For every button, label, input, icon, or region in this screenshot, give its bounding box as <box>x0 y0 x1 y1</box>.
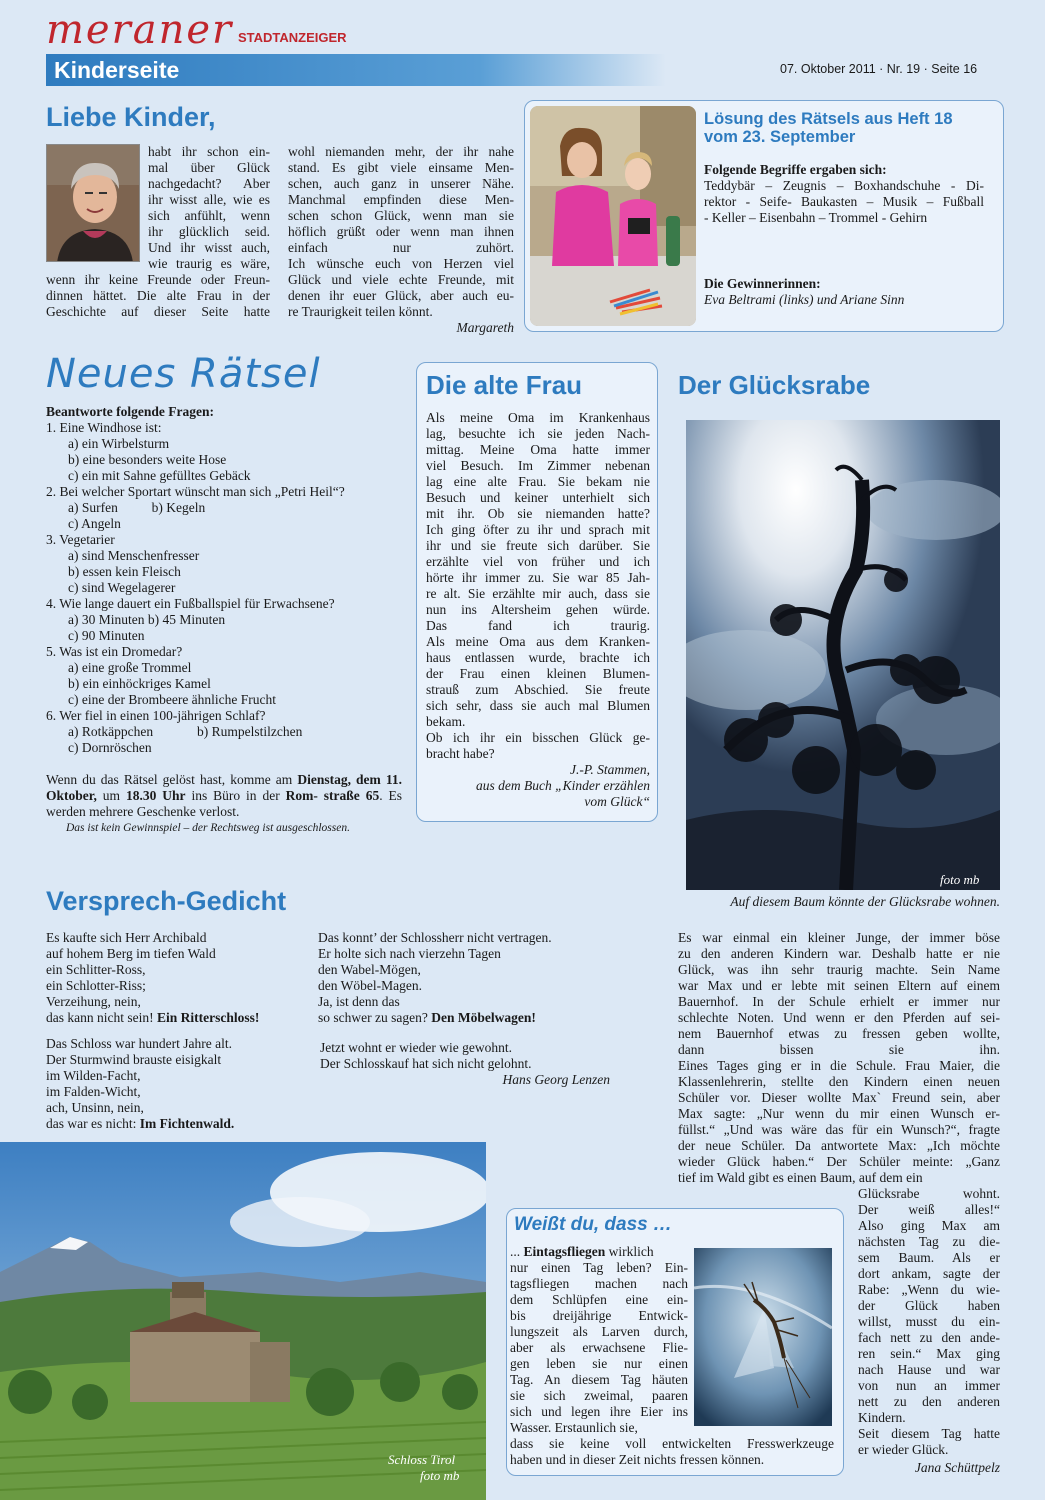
raven-line: Seit diesem Tag hatte <box>858 1426 1000 1441</box>
facts-text-full <box>510 1436 834 1468</box>
tree-photo <box>686 420 1000 890</box>
old-woman-source-2: vom Glück“ <box>584 794 650 809</box>
old-woman-text <box>426 410 650 762</box>
old-woman-line: haus entlassen wurde, brachte ich <box>426 650 650 665</box>
solution-line: Teddybär – Zeugnis – Boxhandschuhe - Di- <box>704 178 984 193</box>
poem-line: ach, Unsinn, nein, <box>46 1100 144 1115</box>
raven-line: Eines Tages ging er in die Schule. Frau Maier, die <box>678 1058 1000 1073</box>
old-woman-line: hörte ihr immer zu. Sie war 85 Jah- <box>426 570 650 585</box>
raven-line: willst, musst du ein- <box>858 1314 1000 1329</box>
facts-line: haben und in dieser Zeit nichts fressen können. <box>510 1452 765 1467</box>
solution-subhead: Folgende Begriffe ergaben sich: <box>704 162 887 177</box>
intro-col2 <box>288 144 514 320</box>
raven-text-narrow <box>858 1186 1000 1458</box>
old-woman-line: sich sehr, dass sie auch mal Blumen <box>426 698 650 713</box>
poem-line: Er holte sich nach vierzehn Tagen <box>318 946 501 961</box>
section-title: Kinderseite <box>54 57 180 83</box>
raven-line: schlechte Noten. Und wenn er den Pferden auf sei- <box>678 1010 1000 1025</box>
intro-line: schen, auch ganz in unserer Nähe. <box>288 176 514 191</box>
riddle-question: 6. Wer fiel in einen 100-jährigen Schlaf? <box>46 708 266 723</box>
intro-line: einfach nur zuhört. <box>288 240 514 255</box>
masthead-logo: meraner <box>46 7 234 53</box>
facts-line: dem Schlüpfen eine ein- <box>510 1292 688 1307</box>
old-woman-line: Das fand ich traurig. <box>426 618 650 633</box>
facts-line: aber als erwachsene Flie- <box>510 1340 688 1355</box>
poem-line: Das konnt’ der Schlossherr nicht vertragen. <box>318 930 552 945</box>
old-woman-line: Als meine Oma aus dem Kranken- <box>426 634 650 649</box>
intro-col1-top <box>148 144 270 272</box>
poem-stanza-3: Das konnt’ der Schlossherr nicht vertragen. Er holte sich nach vierzehn Tagen den Wabel-Mögen, den Wöbel-Magen. Ja, ist denn das so schwer zu sagen? Den Möbelwagen! <box>318 930 608 1026</box>
old-woman-title: Die alte Frau <box>426 370 583 400</box>
raven-line: war Max und er lebte mit seinen Eltern auf einem <box>678 978 1000 993</box>
author-portrait <box>46 144 140 262</box>
solution-title-1: Lösung des Rätsels aus Heft 18 <box>704 110 953 128</box>
facts-line: gen leben sie nur einen <box>510 1356 688 1371</box>
poem-line: Ja, ist denn das <box>318 994 400 1009</box>
raven-line: Kindern. <box>858 1410 906 1425</box>
riddle-answer: c) Dornröschen <box>68 740 152 755</box>
old-woman-line: Besuch und keiner unterhielt sich <box>426 490 650 505</box>
riddle-answer: a) ein Wirbelsturm <box>68 436 170 451</box>
castle-photo-credit: foto mb <box>420 1468 460 1483</box>
riddle-answer: c) sind Wegelagerer <box>68 580 176 595</box>
old-woman-line: Als meine Oma im Krankenhaus <box>426 410 650 425</box>
raven-author: Jana Schüttpelz <box>914 1460 1000 1475</box>
intro-line: ihr glücklich seid. <box>148 224 270 239</box>
old-woman-line: mittag. Meine Oma hatte immer <box>426 442 650 457</box>
raven-line: dort ankam, sagte der <box>858 1266 1000 1281</box>
raven-line: Der weiß alles!“ <box>858 1202 1000 1217</box>
raven-line: von nun an immer <box>858 1378 1000 1393</box>
intro-line: stand. Es gibt viele einsame Men- <box>288 160 514 175</box>
poem-line: den Wöbel-Magen. <box>318 978 422 993</box>
riddle-disclaimer: Das ist kein Gewinnspiel – der Rechtsweg ist ausgeschlossen. <box>66 822 350 834</box>
raven-line: Max sagte: „Nur wenn du mir einen Wunsch er- <box>678 1106 1000 1121</box>
intro-line: Und ihr wisst auch, <box>148 240 270 255</box>
poem-line: Der Schlosskauf hat sich nicht gelohnt. <box>320 1056 532 1071</box>
facts-line: lungszeit als Larven durch, <box>510 1324 688 1339</box>
facts-line: nur einen Tag leben? Ein- <box>510 1260 688 1275</box>
intro-line: nachgedacht? Aber <box>148 176 270 191</box>
old-woman-line: Ob ich ihr ein bisschen Glück ge- <box>426 730 650 745</box>
raven-line: zu den anderen Kindern war. Deshalb hatte er nie <box>678 946 1000 961</box>
riddle-answer: c) eine der Brombeere ähnliche Frucht <box>68 692 277 707</box>
riddle-answer: a) sind Menschenfresser <box>68 548 200 563</box>
poem-line: im Wilden-Facht, <box>46 1068 141 1083</box>
raven-line: nett zu den anderen <box>858 1394 1000 1409</box>
tree-photo-caption: Auf diesem Baum könnte der Glücksrabe wohnen. <box>730 894 1000 909</box>
old-woman-line: Ich ging öfter zu ihr und sprach mit <box>426 522 650 537</box>
raven-line: tief im Wald gibt es einen Baum, auf dem ein <box>678 1170 923 1185</box>
facts-line: sie sich zweimal, paaren <box>510 1388 688 1403</box>
raven-line: wieder Glück haben.“ Der Schüler meinte: „Ganz <box>678 1154 1000 1169</box>
intro-line: denen ihr euer Glück, aber auch eu- <box>288 288 514 303</box>
raven-line: Bauernhof. In der Schule erhielt er immer nur <box>678 994 1000 1009</box>
facts-line: tagsfliegen machen nach <box>510 1276 688 1291</box>
poem-line: im Falden-Wicht, <box>46 1084 141 1099</box>
old-woman-line: erzählte viel von früher und ich <box>426 554 650 569</box>
raven-line: Schüler vor. Dieser wollte Max` Freund sein, aber <box>678 1090 1000 1105</box>
riddle-answer: a) 30 Minuten b) 45 Minuten <box>68 612 226 627</box>
riddle-question: 2. Bei welcher Sportart wünscht man sich „Petri Heil“? <box>46 484 345 499</box>
issue-info: 07. Oktober 2011 · Nr. 19 · Seite 16 <box>780 62 978 76</box>
raven-line: Rabe: „Wenn du wie- <box>858 1282 1000 1297</box>
solution-terms <box>704 178 984 226</box>
intro-line: Geschichte auf dieser Seite hatte <box>46 304 270 319</box>
riddle-answer: b) eine besonders weite Hose <box>68 452 227 467</box>
old-woman-line: ihr und sie freute sich darüber. Sie <box>426 538 650 553</box>
old-woman-line: der Frau einen kleinen Blumen- <box>426 666 650 681</box>
poem-line: Jetzt wohnt er wieder wie gewohnt. <box>320 1040 512 1055</box>
intro-line: dinnen hättet. Die alte Frau in der <box>46 288 270 303</box>
intro-line: re Traurigkeit teilen könnt. <box>288 304 433 319</box>
raven-text-full <box>678 930 1000 1186</box>
winners-photo <box>530 106 696 326</box>
riddle-answer: c) 90 Minuten <box>68 628 145 643</box>
raven-line: Also ging Max am <box>858 1218 1000 1233</box>
solution-title-2: vom 23. September <box>704 128 856 146</box>
intro-line: habt ihr schon ein- <box>148 144 270 159</box>
facts-line: sich und legen ihre Eier ins <box>510 1404 688 1419</box>
winners-label: Die Gewinnerinnen: <box>704 276 821 291</box>
raven-line: Glück, was ihn sehr traurig machte. Sein Name <box>678 962 1000 977</box>
tree-photo-credit: foto mb <box>940 872 980 887</box>
raven-line: fach nett zu den ande- <box>858 1330 1000 1345</box>
poem-author: Hans Georg Lenzen <box>502 1072 610 1087</box>
raven-line: ren sein.“ Max ging <box>858 1346 1000 1361</box>
intro-line: Ich wünsche euch von Herzen viel <box>288 256 514 271</box>
facts-title: Weißt du, dass … <box>514 1214 673 1235</box>
masthead-subtitle: STADTANZEIGER <box>238 30 347 45</box>
poem-line: den Wabel-Mögen, <box>318 962 421 977</box>
riddle-answer: a) Rotkäppchen b) Rumpelstilzchen <box>68 724 303 739</box>
raven-line: Es war einmal ein kleiner Junge, der immer böse <box>678 930 1000 945</box>
riddle-answer: b) essen kein Fleisch <box>68 564 181 579</box>
intro-line: wenn ihr keine Freunde oder Freun- <box>46 272 270 287</box>
raven-line: dann bissen sie ihn. <box>678 1042 1000 1057</box>
riddle-questions <box>46 420 406 756</box>
intro-line: höflich grüßt oder wenn man ihnen <box>288 224 514 239</box>
intro-col1-bottom <box>46 272 270 320</box>
riddle-question: 1. Eine Windhose ist: <box>46 420 162 435</box>
castle-photo-caption: Schloss Tirol <box>388 1452 456 1467</box>
raven-line: Klassenlehrerin, stellte den Kindern einen neuen <box>678 1074 1000 1089</box>
riddle-answer: c) Angeln <box>68 516 121 531</box>
raven-line: er wieder Glück. <box>858 1442 949 1457</box>
intro-line: ihr wisst alle, wie es <box>148 192 270 207</box>
old-woman-line: viel Besuch. Im Zimmer nebenan <box>426 458 650 473</box>
riddle-question: 4. Wie lange dauert ein Fußballspiel für Erwachsene? <box>46 596 335 611</box>
old-woman-line: bekam. <box>426 714 466 729</box>
raven-line: der neue Schüler. Da antwortete Max: „Ich möchte <box>678 1138 1000 1153</box>
intro-title: Liebe Kinder, <box>46 102 216 132</box>
mayfly-photo <box>694 1248 832 1426</box>
solution-line: - Keller – Eisenbahn – Trommel - Gehirn <box>704 210 928 225</box>
riddle-answer: c) ein mit Sahne gefülltes Gebäck <box>68 468 251 483</box>
raven-line: sem Baum. Als er <box>858 1250 1000 1265</box>
poem-line: auf hohem Berg im tiefen Wald <box>46 946 216 961</box>
riddle-info: Wenn du das Rätsel gelöst hast, komme am Dienstag, dem 11. Oktober, um 18.30 Uhr ins Büro in der Rom- straße 65. Es werden mehrere Geschenke verlost. <box>46 772 403 819</box>
raven-line: nächsten Tag zu die- <box>858 1234 1000 1249</box>
riddle-title: Neues Rätsel <box>46 351 321 397</box>
old-woman-line: strauß zum Abschied. Sie freute <box>426 682 650 697</box>
intro-line: wie traurig es wäre, <box>148 256 270 271</box>
old-woman-line: lag eine alte Frau. Sie bekam nie <box>426 474 650 489</box>
poem-line: Es kaufte sich Herr Archibald <box>46 930 207 945</box>
facts-line: dass sie keine voll entwickelten Fresswerkzeuge <box>510 1436 834 1451</box>
castle-photo <box>0 1142 486 1500</box>
poem-line: ein Schlitter-Ross, <box>46 962 146 977</box>
raven-line: füllst.“ „Und was wäre das für ein Wunsch?“, fragte <box>678 1122 1000 1137</box>
poem-line: Der Sturmwind brauste eisigkalt <box>46 1052 222 1067</box>
poem-line: Verzeihung, nein, <box>46 994 141 1009</box>
riddle-question: 5. Was ist ein Dromedar? <box>46 644 183 659</box>
raven-line: Glücksrabe wohnt. <box>858 1186 1000 1201</box>
riddle-answer: a) eine große Trommel <box>68 660 192 675</box>
intro-signature: Margareth <box>456 320 514 335</box>
poem-line: ein Schlotter-Riss; <box>46 978 146 993</box>
intro-line: Manchmal empfinden diese Men- <box>288 192 514 207</box>
old-woman-line: bracht habe? <box>426 746 495 761</box>
winners-names: Eva Beltrami (links) und Ariane Sinn <box>704 292 905 307</box>
old-woman-line: nun ins Altersheim gehen würde. <box>426 602 650 617</box>
riddle-answer: a) Surfen b) Kegeln <box>68 500 206 515</box>
intro-line: sich anfühlt, wenn <box>148 208 270 223</box>
intro-line: wohl niemanden mehr, der ihr nahe <box>288 144 514 159</box>
raven-line: nem Bauernhof etwas zu fressen geben wollte, <box>678 1026 1000 1041</box>
raven-line: der Glück haben <box>858 1298 1000 1313</box>
intro-line: mal über Glück <box>148 160 270 175</box>
old-woman-author: J.-P. Stammen, <box>570 762 650 777</box>
poem-line: Das Schloss war hundert Jahre alt. <box>46 1036 232 1051</box>
intro-line: Glück und viele echte Freunde, mit <box>288 272 514 287</box>
intro-line: schen schon Glück, wenn man sie <box>288 208 514 223</box>
riddle-prompt: Beantworte folgende Fragen: <box>46 404 214 419</box>
solution-line: rektor - Seife- Baukasten – Musik – Fußball <box>704 194 984 209</box>
poem-stanza-1: Es kaufte sich Herr Archibald auf hohem Berg im tiefen Wald ein Schlitter-Ross, ein Schlotter-Riss; Verzeihung, nein, das kann nicht sein! Ein Ritterschloss! <box>46 930 306 1026</box>
old-woman-source-1: aus dem Buch „Kinder erzählen <box>476 778 650 793</box>
facts-line: Tag. An diesem Tag häuten <box>510 1372 688 1387</box>
facts-line: bis dreijährige Entwick- <box>510 1308 688 1323</box>
raven-line: nach Hause und war <box>858 1362 1000 1377</box>
poem-stanza-2: Das Schloss war hundert Jahre alt. Der Sturmwind brauste eisigkalt im Wilden-Facht, im Falden-Wicht, ach, Unsinn, nein, das war es nicht: Im Fichtenwald. <box>46 1036 306 1132</box>
old-woman-line: lag, besuchte ich sie jeden Nach- <box>426 426 650 441</box>
riddle-answer: b) ein einhöckriges Kamel <box>68 676 211 691</box>
raven-title: Der Glücksrabe <box>678 370 871 400</box>
facts-text: ... Eintagsfliegen wirklich nur einen Tag leben? Ein- tagsfliegen machen nach dem Schlüpfen eine ein- bis dreijährige Entwick- lungszeit als Larven durch, aber als erwachsene Flie- gen leben sie nur einen Tag. An diesem Tag häuten sie sich zweimal, paaren sich und legen ihre Eier ins Wasser. Erstaunlich sie, <box>510 1244 688 1435</box>
old-woman-line: re alt. Sie erzählte mir auch, dass sie <box>426 586 650 601</box>
poem-title: Versprech-Gedicht <box>46 886 287 916</box>
old-woman-line: mit ihr. Ob sie niemanden hatte? <box>426 506 650 521</box>
facts-line: Wasser. Erstaunlich sie, <box>510 1420 638 1435</box>
riddle-question: 3. Vegetarier <box>46 532 115 547</box>
poem-stanza-4 <box>320 1040 610 1072</box>
